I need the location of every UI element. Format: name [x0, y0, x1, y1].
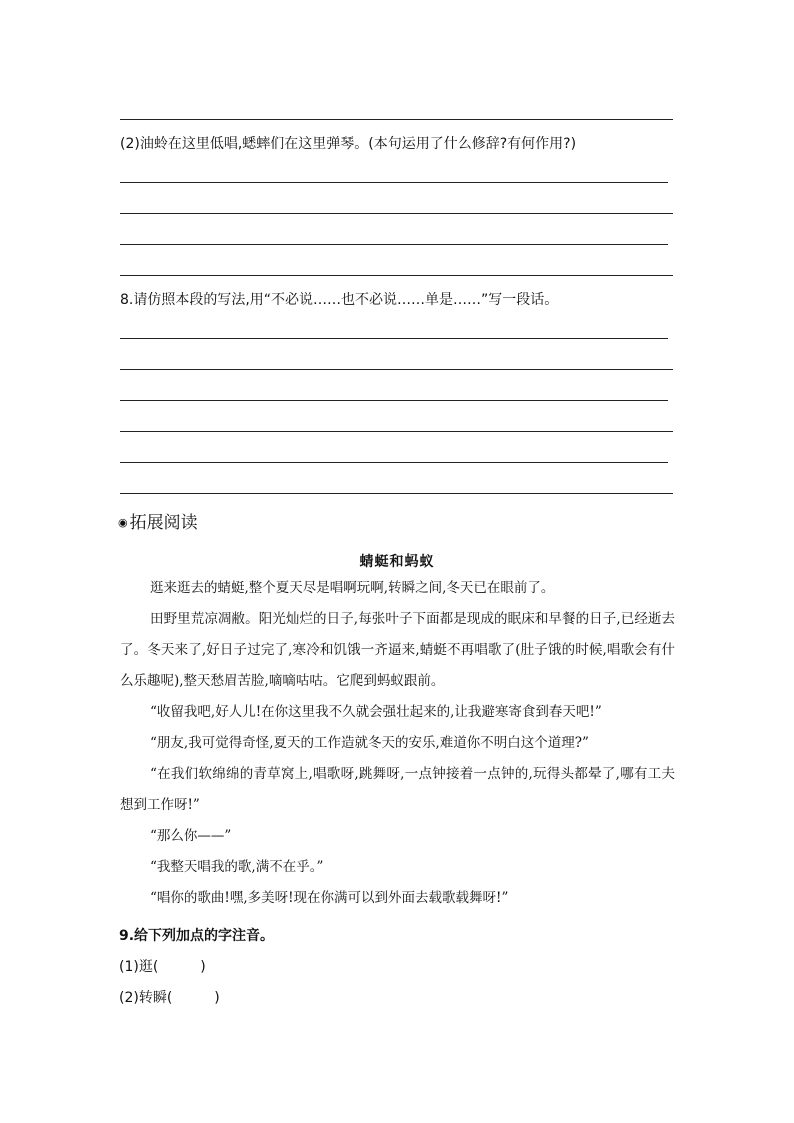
- question-9: 9.给下列加点的字注音。: [119, 928, 275, 944]
- story-paragraph: “那么你——”: [150, 828, 232, 844]
- answer-line: [120, 275, 673, 276]
- question-9-item: (1)逛( ): [119, 959, 206, 975]
- answer-line: [120, 213, 673, 214]
- story-paragraph: 田野里荒凉凋敝。阳光灿烂的日子,每张叶子下面都是现成的眠床和早餐的日子,已经逝去了。冬天来了,好日子过完了,寒冷和饥饿一齐逼来,蜻蜓不再唱歌了(肚子饿的时候,唱歌会有什么乐趣呢),整天愁眉苦脸,嘀嘀咕咕。它爬到蚂蚁跟前。: [120, 611, 675, 689]
- answer-line: [120, 493, 673, 494]
- question-8: 8.请仿照本段的写法,用“不必说……也不必说……单是……”写一段话。: [120, 292, 559, 308]
- answer-line: [120, 338, 668, 339]
- story-title: 蜻蜓和蚂蚁: [359, 554, 435, 570]
- answer-line: [120, 462, 668, 463]
- answer-line: [120, 431, 673, 432]
- story-paragraph: “我整天唱我的歌,满不在乎。”: [150, 859, 324, 875]
- story-paragraph: “在我们软绵绵的青草窝上,唱歌呀,跳舞呀,一点钟接着一点钟的,玩得头都晕了,哪有工夫想到工作呀!”: [120, 766, 675, 813]
- question-7-2: (2)油蛉在这里低唱,蟋蟀们在这里弹琴。(本句运用了什么修辞?有何作用?): [120, 136, 577, 152]
- bullet-icon: ◉: [118, 516, 128, 529]
- answer-line: [120, 119, 673, 120]
- answer-line: [120, 182, 668, 183]
- story-paragraph: “收留我吧,好人儿!在你这里我不久就会强壮起来的,让我避寒寄食到春天吧!”: [150, 704, 602, 720]
- section-label: 拓展阅读: [129, 513, 198, 533]
- story-paragraph: “朋友,我可觉得奇怪,夏天的工作造就冬天的安乐,难道你不明白这个道理?”: [150, 735, 589, 751]
- question-9-item: (2)转瞬( ): [119, 990, 220, 1006]
- section-heading: [118, 512, 198, 534]
- answer-line: [120, 369, 673, 370]
- story-paragraph: “唱你的歌曲!嘿,多美呀!现在你满可以到外面去载歌载舞呀!”: [150, 890, 509, 906]
- answer-line: [120, 400, 668, 401]
- story-paragraph: 逛来逛去的蜻蜓,整个夏天尽是唱啊玩啊,转瞬之间,冬天已在眼前了。: [150, 580, 555, 596]
- answer-line: [120, 244, 668, 245]
